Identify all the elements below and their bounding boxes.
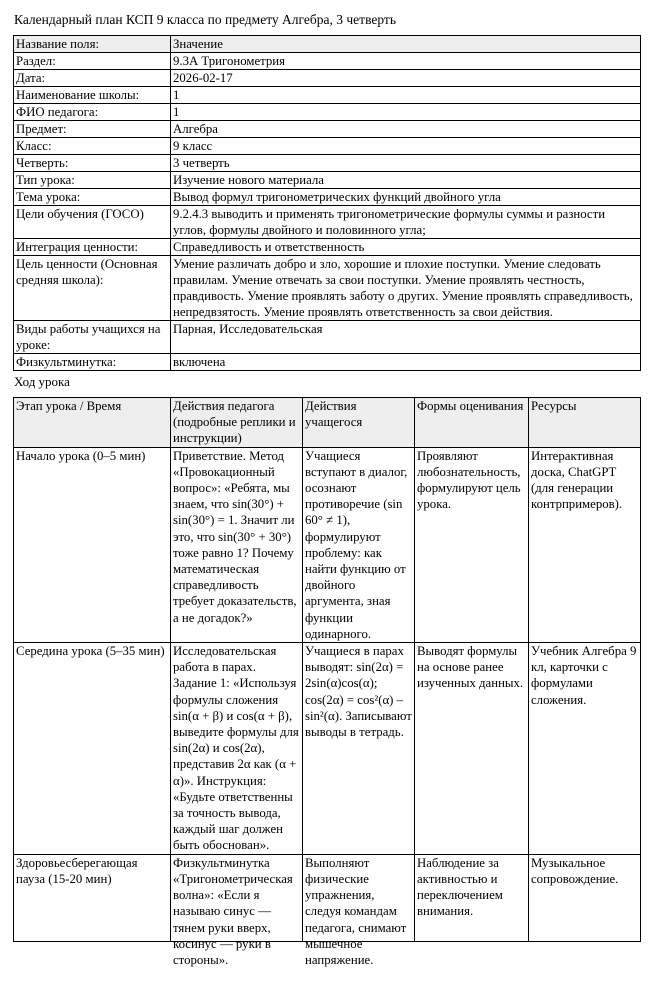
assessment-text: Наблюдение за активностью и переключением внимания. — [417, 855, 503, 919]
field-value: 9 класс — [171, 138, 641, 155]
teacher-actions-cell — [171, 854, 303, 967]
field-label: Предмет: — [14, 121, 171, 138]
resources-text: Музыкальное сопровождение. — [531, 855, 619, 886]
student-actions-cell — [303, 854, 415, 967]
stage-text: Здоровьесберегающая пауза (15-20 мин) — [16, 855, 138, 886]
field-label: Цель ценности (Основная средняя школа): — [14, 256, 171, 321]
student-actions-cell: Учащиеся вступают в диалог, осознают противоречие (sin 60° ≠ 1), формулируют проблему: как найти функцию от двойного аргумента, зная функции одинарного. — [303, 447, 415, 642]
field-label: Раздел: — [14, 53, 171, 70]
field-column-header: Название поля: — [14, 36, 171, 53]
assessment-cell: Выводят формулы на основе ранее изученных данных. — [415, 643, 529, 855]
assessment-cell: Проявляют любознательность, формулируют цель урока. — [415, 447, 529, 642]
field-label: ФИО педагога: — [14, 104, 171, 121]
field-label: Цели обучения (ГОСО) — [14, 206, 171, 239]
document-title: Календарный план КСП 9 класса по предмету Алгебра, 3 четверть — [14, 12, 396, 27]
student-actions-column-header: Действия учащегося — [303, 398, 415, 448]
info-row-teacher — [14, 104, 641, 121]
lesson-section-title: Ход урока — [14, 374, 70, 389]
field-label: Дата: — [14, 70, 171, 87]
info-row-lesson-type — [14, 172, 641, 189]
info-row-subject — [14, 121, 641, 138]
field-value: включена — [171, 354, 641, 371]
info-row-value-integration — [14, 239, 641, 256]
stage-cell: Середина урока (5–35 мин) — [14, 643, 171, 855]
info-row-value-goal — [14, 256, 641, 321]
info-row-work-types — [14, 321, 641, 354]
lesson-row-health-pause — [14, 854, 641, 941]
resources-column-header: Ресурсы — [529, 398, 641, 448]
value-column-header: Значение — [171, 36, 641, 53]
field-label: Виды работы учащихся на уроке: — [14, 321, 171, 354]
student-actions-text: Выполняют физические упражнения, следуя командам педагога, снимают мышечное напряжение. — [305, 855, 407, 967]
field-value: Вывод формул тригонометрических функций двойного угла — [171, 189, 641, 206]
field-label: Тема урока: — [14, 189, 171, 206]
lesson-row-middle — [14, 643, 641, 855]
assessment-cell — [415, 854, 529, 941]
info-row-physical-break — [14, 354, 641, 371]
resources-cell: Учебник Алгебра 9 кл, карточки с формулами сложения. — [529, 643, 641, 855]
lesson-header-row — [14, 398, 641, 448]
info-row-date — [14, 70, 641, 87]
field-value: 2026-02-17 — [171, 70, 641, 87]
field-value: 1 — [171, 87, 641, 104]
teacher-actions-column-header: Действия педагога (подробные реплики и инструкции) — [171, 398, 303, 448]
field-value: 1 — [171, 104, 641, 121]
lesson-flow-table — [13, 397, 641, 967]
field-label: Класс: — [14, 138, 171, 155]
info-row-quarter — [14, 155, 641, 172]
field-value: 9.3А Тригонометрия — [171, 53, 641, 70]
resources-cell — [529, 854, 641, 941]
field-value: Парная, Исследовательская — [171, 321, 641, 354]
lesson-info-table — [13, 35, 641, 371]
info-row-lesson-topic — [14, 189, 641, 206]
info-row-learning-goals — [14, 206, 641, 239]
info-row-section — [14, 53, 641, 70]
info-row-grade — [14, 138, 641, 155]
field-label: Интеграция ценности: — [14, 239, 171, 256]
teacher-actions-cell: Приветствие. Метод «Провокационный вопрос»: «Ребята, мы знаем, что sin(30°) + sin(30°) = 1. Значит ли это, что sin(30° + 30°) тоже равно 1? Почему математическая справедливость требует доказательств, а не догадок?» — [171, 447, 303, 642]
field-value: Изучение нового материала — [171, 172, 641, 189]
field-value: Алгебра — [171, 121, 641, 138]
teacher-actions-cell: Исследовательская работа в парах. Задание 1: «Используя формулы сложения sin(α + β) и cos(α + β), выведите формулы для sin(2α) и cos(2α), представив 2α как (α + α)». Инструкция: «Будьте ответственны за точность вывода, каждый шаг должен быть обоснован». — [171, 643, 303, 855]
teacher-actions-text: Физкультминутка «Тригонометрическая волна»: «Если я называю синус — тянем руки вверх, косинус — руки в стороны». — [173, 855, 293, 967]
stage-cell — [14, 854, 171, 941]
field-label: Тип урока: — [14, 172, 171, 189]
field-label: Четверть: — [14, 155, 171, 172]
field-label: Наименование школы: — [14, 87, 171, 104]
info-row-school — [14, 87, 641, 104]
resources-cell: Интерактивная доска, ChatGPT (для генерации контрпримеров). — [529, 447, 641, 642]
field-value: 3 четверть — [171, 155, 641, 172]
field-value: Справедливость и ответственность — [171, 239, 641, 256]
field-value: Умение различать добро и зло, хорошие и плохие поступки. Умение следовать правилам. Умение отвечать за свои поступки. Умение проявлять честность, правдивость. Умение проявлять заботу о других. Умение проявлять справедливость, непредвзятость. Умение проявлять ответственность за свои действия. — [171, 256, 641, 321]
stage-cell: Начало урока (0–5 мин) — [14, 447, 171, 642]
assessment-column-header: Формы оценивания — [415, 398, 529, 448]
lesson-row-beginning — [14, 447, 641, 642]
info-header-row — [14, 36, 641, 53]
student-actions-cell: Учащиеся в парах выводят: sin(2α) = 2sin(α)cos(α); cos(2α) = cos²(α) – sin²(α). Записывают выводы в тетрадь. — [303, 643, 415, 855]
field-label: Физкультминутка: — [14, 354, 171, 371]
field-value: 9.2.4.3 выводить и применять тригонометрические формулы суммы и разности углов, формулы двойного и половинного угла; — [171, 206, 641, 239]
stage-column-header: Этап урока / Время — [14, 398, 171, 448]
